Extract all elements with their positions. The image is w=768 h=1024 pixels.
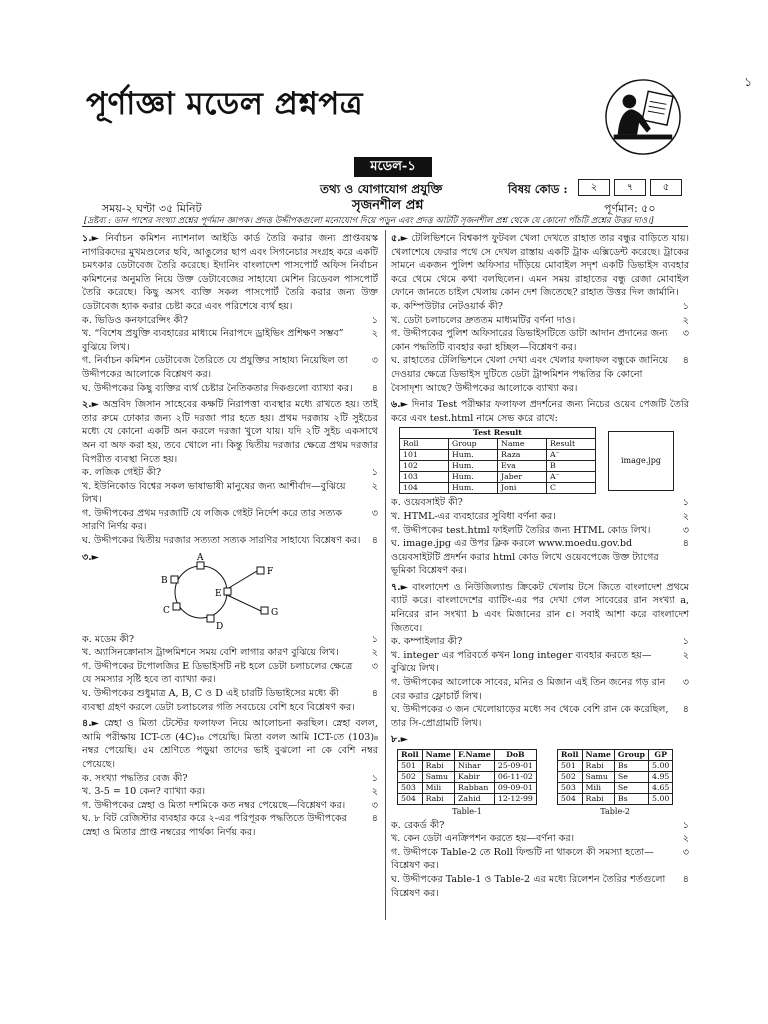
- question-part: গ. উদ্দীপকে Table-2 তে Roll ফিল্ডটি না থাকলে কী সমস্যা হতো— বিশ্লেষণ কর। ৩: [391, 846, 689, 872]
- table-row: 104 Hum. Joni C: [400, 483, 596, 494]
- part-mark: ২: [371, 480, 378, 492]
- part-mark: ৪: [371, 382, 378, 394]
- column-header: Group: [449, 439, 498, 450]
- question-3: ৩. ► A B C D E F G ক. মডেম কী? ১ খ. অ্যাসিনক্রোনাস ট্রান্সমিশনে সময় বেশি লাগার কারণ বুঝিয়ে লিখ। ২ গ. উদ্দীপকের টপোলজির E ডিভাইসটি নষ্ট হলে ডেটা চলাচলের ক্ষেত্রে যে সমস্যার সৃষ্টি হবে তা ব্যাখ্যা কর। ৩ ঘ. উদ্দীপকের শুধুমাত্র A, B, C ও D এই চারটি ডিভাইসের মধ্যে কী ব্যবস্থা গ্রহণ করলে ডেটা চলাচলের গতি সবচেয়ে বেশি হবে বিশ্লেষণ কর। ৪: [82, 551, 378, 713]
- question-part: ক. কম্পিউটার নেটওয়ার্ক কী? ১: [391, 300, 689, 312]
- table-row: 503 Mili Rabban 09-09-01: [398, 783, 537, 794]
- section-title: সৃজনশীল প্রশ্ন: [352, 198, 424, 213]
- table-row: 101 Hum. Raza A⁻: [400, 450, 596, 461]
- table-row: 502 Samu Se 4.95: [557, 772, 672, 783]
- part-mark: ১: [682, 300, 689, 312]
- image-label: image.jpg: [620, 456, 662, 466]
- question-part: খ. HTML-এর ব্যবহারের সুবিধা বর্ণনা কর। ২: [391, 510, 689, 522]
- part-mark: ১: [371, 772, 378, 784]
- question-part: ক. লজিক গেইট কী? ১: [82, 467, 378, 479]
- question-part: ক. রেকর্ড কী? ১: [391, 819, 689, 831]
- part-mark: ১: [682, 497, 689, 509]
- part-mark: ৪: [682, 873, 689, 885]
- question-part: খ. ইউনিকোড বিশ্বের সকল ভাষাভাষী মানুষের জন্য আশীর্বাদ—বুঝিয়ে লিখ। ২: [82, 480, 378, 506]
- node-label: A: [196, 552, 204, 563]
- question-number: ৪.: [82, 718, 92, 730]
- question-part: ঘ. ৮ বিট রেজিস্টার ব্যবহার করে ২-এর পরিপূরক পদ্ধতিতে উদ্দীপকের স্নেহা ও মিতার প্রাপ্ত নম্বরের পার্থক্য নির্ণয় কর। ৪: [82, 813, 378, 838]
- subject-code-boxes: [578, 179, 686, 196]
- part-mark: ৩: [371, 660, 378, 672]
- column-header: Roll: [400, 439, 449, 450]
- column-header: Roll: [557, 750, 582, 761]
- node-label: G: [270, 607, 279, 618]
- question-stem: নির্বাচন কমিশন ন্যাশনাল আইডি কার্ড তৈরি করার জন্য প্রাপ্তবয়স্ক নাগরিকদের মুখমণ্ডলের ছবি, আঙুলের ছাপ এবং সিগনেচার সংগ্রহ করে একটি চমৎকার ডেটাবেজ তৈরি করেছে। ইদানিং বাংলাদেশ পাসপোর্ট অফিস নির্বাচন কমিশনের অনুমতি নিয়ে উক্ত ডেটাবেজের সাহায্যে মেশিন রিডেবল পাসপোর্ট তৈরি করেছে। কিছু অসৎ ব্যক্তি সকল পাসপোর্ট তৈরি করার জন্য উক্ত ডেটাবেজ হ্যাক করার চেষ্টা করে এবং পরিশেষে ব্যর্থ হয়।: [82, 233, 379, 312]
- test-result-table: [399, 427, 596, 494]
- question-number: ৮.: [391, 734, 401, 746]
- column-header: Name: [422, 750, 454, 761]
- question-part: গ. উদ্দীপকের টপোলজির E ডিভাইসটি নষ্ট হলে ডেটা চলাচলের ক্ষেত্রে যে সমস্যার সৃষ্টি হবে তা ব্যাখ্যা কর। ৩: [82, 660, 378, 686]
- part-mark: ৪: [371, 813, 378, 825]
- part-mark: ৩: [682, 524, 689, 536]
- part-mark: ১: [682, 636, 689, 648]
- part-mark: ৪: [682, 538, 689, 550]
- node-label: D: [215, 621, 224, 632]
- instructions: [দ্রষ্টব্য : ডান পাশের সংখ্যা প্রশ্নের পূর্ণমান জ্ঞাপক। প্রদত্ত উদ্দীপকগুলো মনোযোগ দিয়ে পড়ুন এবং প্রদত্ত আটটি সৃজনশীল প্রশ্ন থেকে যে কোনো পাঁচটি প্রশ্নের উত্তর দাও।]: [84, 216, 654, 226]
- question-part: ঘ. উদ্দীপকের শুধুমাত্র A, B, C ও D এই চারটি ডিভাইসের মধ্যে কী ব্যবস্থা গ্রহণ করলে ডেটা চলাচলের গতি সবচেয়ে বেশি হবে বিশ্লেষণ কর। ৪: [82, 688, 378, 713]
- column-header: Name: [498, 439, 547, 450]
- question-part: ঘ. উদ্দীপকের দ্বিতীয় দরজার সত্যতা সত্যক সারণির সাহায্যে বিশ্লেষণ কর। ৪: [82, 535, 378, 547]
- node-label: F: [266, 566, 274, 577]
- question-2: ২.► অভ্রবিদ জিসান সাহেবের কক্ষটি নিরাপত্তা ব্যবস্থার মধ্যে রাখতে হয়। তাই তার রুমে ঢোকার জন্য ২টি দরজা পার হতে হয়। প্রথম দরজায় ২টি সুইচের মধ্যে যে কোনো একটি অন করলে দরজা খুলে যায়। যদি ২টি সুইচ একসাথে অন বা অফ করা হয়, তবে খোলে না। কিন্তু দ্বিতীয় দরজার ক্ষেত্রে প্রথম দরজার বিপরীত ব্যবস্থা নিতে হয়। ক. লজিক গেইট কী? ১ খ. ইউনিকোড বিশ্বের সকল ভাষাভাষী মানুষের জন্য আশীর্বাদ—বুঝিয়ে লিখ। ২ গ. উদ্দীপকের প্রথম দরজাটি যে লজিক গেইট নির্দেশ করে তার সত্যক সারণি নির্ণয় কর। ৩ ঘ. উদ্দীপকের দ্বিতীয় দরজার সত্যতা সত্যক সারণির সাহায্যে বিশ্লেষণ কর। ৪: [82, 399, 379, 547]
- question-part: ক. ভিডিও কনফারেন্সিং কী? ১: [82, 314, 378, 326]
- question-number: ১.: [82, 233, 92, 244]
- question-stem: টেলিভিশনে বিশ্বকাপ ফুটবল খেলা দেখতে রাহাত তার বন্ধুর বাড়িতে যায়। খেলাশেষে ফেরার পথে সে দেখল রাস্তায় একটি ট্রাক এক্সিডেন্ট করেছে। ট্রাকের সামনে একজন পুলিশ অফিসার দাঁড়িয়ে মোবাইল সদৃশ একটি ডিভাইস ব্যবহার করে থেমে থেমে কথা বলছিলেন। এমন সময় রাহাতের বন্ধু রেজা মোবাইল ফোনে জানতে চাইল খেলায় কোন দেশ জিতেছে? রাহাত উত্তর দিল জার্মানি।: [391, 233, 689, 299]
- question-part: ঘ. উদ্দীপকের Table-1 ও Table-2 এর মধ্যে রিলেশন তৈরির শর্তগুলো বিশ্লেষণ কর। ৪: [391, 873, 689, 899]
- full-marks: পূর্ণমান: ৫০: [604, 202, 656, 215]
- question-8: ৮.► Roll Name F.Name DoB 501 Rabi Nihar 25-09-01 502 Samu Kabir 06-11-02 503 Mili Rabban 09-09-01 504 Rabi Zahid 12-12-99 Table-1 Roll Name Group GP 501 Rabi Bs 5.00 502 Samu Se 4.95 503 Mili Se 4.65 504 Rabi Bs 5.00 Table-2 ক. রেকর্ড কী? ১ খ. কেন ডেটা এনক্রিপশন করতে হয়—বর্ণনা কর। ২ গ. উদ্দীপকে Table-2 তে Roll ফিল্ডটি না থাকলে কী সমস্যা হতো— বিশ্লেষণ কর। ৩ ঘ. উদ্দীপকের Table-1 ও Table-2 এর মধ্যে রিলেশন তৈরির শর্তগুলো বিশ্লেষণ কর। ৪: [391, 734, 689, 899]
- part-mark: ২: [682, 649, 689, 661]
- question-part: গ. উদ্দীপকের স্নেহা ও মিতা দশমিকে কত নম্বর পেয়েছে—বিশ্লেষণ কর। ৩: [82, 799, 378, 811]
- table-1: [397, 749, 537, 805]
- part-mark: ২: [371, 647, 378, 659]
- node-label: E: [214, 588, 222, 599]
- question-part: খ. ডেটা চলাচলের দ্রুততম মাধ্যমটির বর্ণনা দাও। ২: [391, 314, 689, 326]
- part-mark: ৩: [371, 799, 378, 811]
- part-mark: ৪: [682, 355, 689, 367]
- column-header: Name: [582, 750, 614, 761]
- table-row: 501 Rabi Bs 5.00: [557, 761, 672, 772]
- question-part: খ. অ্যাসিনক্রোনাস ট্রান্সমিশনে সময় বেশি লাগার কারণ বুঝিয়ে লিখ। ২: [82, 647, 378, 659]
- question-number: ২.: [82, 399, 92, 411]
- question-number: ৫.: [391, 233, 401, 244]
- question-1: ১.► নির্বাচন কমিশন ন্যাশনাল আইডি কার্ড তৈরি করার জন্য প্রাপ্তবয়স্ক নাগরিকদের মুখমণ্ডলের ছবি, আঙুলের ছাপ এবং সিগনেচার সংগ্রহ করে একটি চমৎকার ডেটাবেজ তৈরি করেছে। ইদানিং বাংলাদেশ পাসপোর্ট অফিস নির্বাচন কমিশনের অনুমতি নিয়ে উক্ত ডেটাবেজের সাহায্যে মেশিন রিডেবল পাসপোর্ট তৈরি করেছে। কিছু অসৎ ব্যক্তি সকল পাসপোর্ট তৈরি করার জন্য উক্ত ডেটাবেজ হ্যাক করার চেষ্টা করে এবং পরিশেষে ব্যর্থ হয়। ক. ভিডিও কনফারেন্সিং কী? ১ খ. “বিশেষ প্রযুক্তি ব্যবহারের মাধ্যমে নিরাপদে ড্রাইভিং প্রশিক্ষণ সম্ভব” বুঝিয়ে লিখ। ২ গ. নির্বাচন কমিশন ডেটাবেজ তৈরিতে যে প্রযুক্তির সাহায্য নিয়েছিল তা উদ্দীপকের আলোকে বিশ্লেষণ কর। ৩ ঘ. উদ্দীপকের কিছু ব্যক্তির ব্যর্থ চেষ্টার নৈতিকতার দিকগুলো ব্যাখ্যা কর। ৪: [82, 233, 379, 394]
- image-placeholder: [608, 431, 674, 491]
- question-stem: দিনার Test পরীক্ষার ফলাফল প্রদর্শনের জন্য নিচের ওয়েব পেজটি তৈরি করে এবং test.html নামে সেভ করে রাখে:: [391, 399, 689, 424]
- question-part: গ. উদ্দীপকের প্রথম দরজাটি যে লজিক গেইট নির্দেশ করে তার সত্যক সারণি নির্ণয় কর। ৩: [82, 507, 378, 533]
- column-divider: [385, 230, 386, 920]
- question-part: ক. কম্পাইলার কী? ১: [391, 636, 689, 648]
- part-mark: ১: [682, 819, 689, 831]
- question-part: খ. integer এর পরিবর্তে কখন long integer ব্যবহার করতে হয়—বুঝিয়ে লিখ। ২: [391, 649, 689, 675]
- column-header: Roll: [398, 750, 423, 761]
- student-writing-logo-icon: [604, 78, 682, 156]
- subject-code-digit: ৭: [614, 179, 646, 196]
- table-row: 102 Hum. Eva B: [400, 461, 596, 472]
- part-mark: ৩: [371, 507, 378, 519]
- part-mark: ৩: [682, 328, 689, 340]
- node-label: C: [162, 605, 170, 616]
- part-mark: ১: [371, 314, 378, 326]
- table-caption: Table-2: [600, 807, 630, 816]
- subject-code-digit: ৫: [650, 179, 682, 196]
- question-part: গ. উদ্দীপকের test.html ফাইলটি তৈরির জন্য HTML কোড লিখ। ৩: [391, 524, 689, 536]
- part-mark: ৪: [371, 535, 378, 547]
- table-row: 504 Rabi Zahid 12-12-99: [398, 794, 537, 805]
- question-part: গ. উদ্দীপকের আলোকে সাবের, মনির ও মিজান এই তিন জনের গড় রান বের করার ফ্লোচার্ট লিখ। ৩: [391, 677, 689, 702]
- column-header: GP: [649, 750, 673, 761]
- question-part: ক. সংখ্যা পদ্ধতির বেজ কী? ১: [82, 772, 378, 784]
- relation-tables: [397, 749, 689, 819]
- part-mark: ২: [371, 328, 378, 340]
- header-divider: [82, 226, 688, 227]
- question-part: গ. উদ্দীপকের পুলিশ অফিসারের ডিভাইসটিতে ডাটা আদান প্রদানের জন্য কোন পদ্ধতিটি ব্যবহার করা হচ্ছিল—বিশ্লেষণ কর। ৩: [391, 328, 689, 353]
- part-mark: ৩: [371, 355, 378, 367]
- right-column: [391, 232, 689, 900]
- question-stem: বাংলাদেশ ও নিউজিল্যান্ড ক্রিকেট খেলায় টসে জিতে বাংলাদেশ প্রথমে ব্যাট করে। বাংলাদেশের ব্যাটিং-এর পর দেখা গেল সাবেরের রান সংখ্যা a, মনিরের রান সংখ্যা b এবং মিজানের রান c। সবাই আশা করে বাংলাদেশ জিতবে।: [391, 581, 689, 634]
- part-mark: ৪: [371, 688, 378, 700]
- column-header: DoB: [494, 750, 536, 761]
- question-stem: স্নেহা ও মিতা টেস্টের ফলাফল নিয়ে আলোচনা করছিল। স্নেহা বলল, আমি পরীক্ষায় ICT-তে (4C)₁₆ পেয়েছি। মিতা বলল আমি ICT-তে (103)₈ নম্বর পেয়েছি। ৫ম শ্রেণিতে পড়ুয়া তাদের ভাই বুঝলো না কে বেশি নম্বর পেয়েছে।: [82, 718, 379, 770]
- part-mark: ২: [682, 833, 689, 845]
- question-part: খ. কেন ডেটা এনক্রিপশন করতে হয়—বর্ণনা কর। ২: [391, 833, 689, 845]
- part-mark: ১: [371, 633, 378, 645]
- table-row: 504 Rabi Bs 5.00: [557, 794, 672, 805]
- network-topology-diagram: [121, 551, 321, 633]
- question-number: ৭.: [391, 581, 401, 593]
- column-header: Group: [614, 750, 648, 761]
- column-header: F.Name: [455, 750, 495, 761]
- part-mark: ৩: [682, 846, 689, 858]
- question-part: ক. মডেম কী? ১: [82, 633, 378, 645]
- part-mark: ৪: [682, 704, 689, 716]
- question-5: ৫.► টেলিভিশনে বিশ্বকাপ ফুটবল খেলা দেখতে রাহাত তার বন্ধুর বাড়িতে যায়। খেলাশেষে ফেরার পথে সে দেখল রাস্তায় একটি ট্রাক এক্সিডেন্ট করেছে। ট্রাকের সামনে একজন পুলিশ অফিসার দাঁড়িয়ে মোবাইল সদৃশ একটি ডিভাইস ব্যবহার করে থেমে থেমে কথা বলছিলেন। এমন সময় রাহাতের বন্ধু রেজা মোবাইল ফোনে জানতে চাইল খেলায় কোন দেশ জিতেছে? রাহাত উত্তর দিল জার্মানি। ক. কম্পিউটার নেটওয়ার্ক কী? ১ খ. ডেটা চলাচলের দ্রুততম মাধ্যমটির বর্ণনা দাও। ২ গ. উদ্দীপকের পুলিশ অফিসারের ডিভাইসটিতে ডাটা আদান প্রদানের জন্য কোন পদ্ধতিটি ব্যবহার করা হচ্ছিল—বিশ্লেষণ কর। ৩ ঘ. রাহাতের টেলিভিশনে খেলা দেখা এবং খেলার ফলাফল বন্ধুকে জানিয়ে দেওয়ার ক্ষেত্রে ডিভাইস দুটিতে ডেটা ট্রান্সমিশন পদ্ধতির কি কোনো বৈসাদৃশ্য আছে? উদ্দীপকের আলোকে ব্যাখ্যা কর। ৪: [391, 233, 689, 394]
- subject-code-digit: ২: [578, 179, 610, 196]
- question-number: ৩.: [82, 551, 92, 563]
- part-mark: ১: [371, 467, 378, 479]
- part-mark: ২: [682, 510, 689, 522]
- model-label: মডেল-১: [354, 157, 432, 177]
- table-row: 502 Samu Kabir 06-11-02: [398, 772, 537, 783]
- question-part: ঘ. উদ্দীপকের ৩ জন খেলোয়াড়ের মধ্যে সব থেকে বেশি রান কে করেছিল, তার সি-প্রোগ্রামটি লিখ। ৪: [391, 704, 689, 729]
- question-part: গ. নির্বাচন কমিশন ডেটাবেজ তৈরিতে যে প্রযুক্তির সাহায্য নিয়েছিল তা উদ্দীপকের আলোকে বিশ্লেষণ কর। ৩: [82, 355, 378, 380]
- table-caption: Test Result: [400, 428, 596, 439]
- question-part: খ. 3-5 = 10 কেন? ব্যাখ্যা কর। ২: [82, 786, 378, 798]
- question-6: ৬.► দিনার Test পরীক্ষার ফলাফল প্রদর্শনের জন্য নিচের ওয়েব পেজটি তৈরি করে এবং test.html নামে সেভ করে রাখে: Test Result Roll Group Name Result 101 Hum. Raza A⁻ 102 Hum. Eva B 103 Hum. Jaber A⁻ 104 Hum. Joni C image.jpg ক. ওয়েবসাইট কী? ১ খ. HTML-এর ব্যবহারের সুবিধা বর্ণনা কর। ২ গ. উদ্দীপকের test.html ফাইলটি তৈরির জন্য HTML কোড লিখ। ৩ ঘ. image.jpg এর উপর ক্লিক করলে www.moedu.gov.bd ওয়েবসাইটটি প্রদর্শন করার html কোড লিখে ওয়েবপেজে উক্ত ট্যাগের ভূমিকা বিশ্লেষণ কর। ৪: [391, 399, 689, 577]
- table-row: 501 Rabi Nihar 25-09-01: [398, 761, 537, 772]
- table-2: [557, 749, 673, 805]
- part-mark: ২: [371, 786, 378, 798]
- subject-code-label: বিষয় কোড :: [508, 182, 568, 196]
- question-number: ৬.: [391, 399, 401, 411]
- exam-time: সময়-২ ঘণ্টা ৩৫ মিনিট: [102, 202, 202, 215]
- question-part: খ. “বিশেষ প্রযুক্তি ব্যবহারের মাধ্যমে নিরাপদে ড্রাইভিং প্রশিক্ষণ সম্ভব” বুঝিয়ে লিখ। ২: [82, 328, 378, 353]
- question-stem: অভ্রবিদ জিসান সাহেবের কক্ষটি নিরাপত্তা ব্যবস্থার মধ্যে রাখতে হয়। তাই তার রুমে ঢোকার জন্য ২টি দরজা পার হতে হয়। প্রথম দরজায় ২টি সুইচের মধ্যে যে কোনো একটি অন করলে দরজা খুলে যায়। যদি ২টি সুইচ একসাথে অন বা অফ করা হয়, তবে খোলে না। কিন্তু দ্বিতীয় দরজার ক্ষেত্রে প্রথম দরজার বিপরীত ব্যবস্থা নিতে হয়।: [82, 399, 379, 465]
- node-label: B: [160, 575, 168, 586]
- part-mark: ২: [682, 314, 689, 326]
- part-mark: ৩: [682, 677, 689, 689]
- question-part: ঘ. image.jpg এর উপর ক্লিক করলে www.moedu.gov.bd ওয়েবসাইটটি প্রদর্শন করার html কোড লিখে ওয়েবপেজে উক্ত ট্যাগের ভূমিকা বিশ্লেষণ কর। ৪: [391, 538, 689, 577]
- left-column: [82, 232, 378, 840]
- page-title: পূর্ণাজ্ঞা মডেল প্রশ্নপত্র: [86, 86, 364, 122]
- question-part: ক. ওয়েবসাইট কী? ১: [391, 497, 689, 509]
- question-4: ৪.► স্নেহা ও মিতা টেস্টের ফলাফল নিয়ে আলোচনা করছিল। স্নেহা বলল, আমি পরীক্ষায় ICT-তে (4C)₁₆ পেয়েছি। মিতা বলল আমি ICT-তে (103)₈ নম্বর পেয়েছি। ৫ম শ্রেণিতে পড়ুয়া তাদের ভাই বুঝলো না কে বেশি নম্বর পেয়েছে। ক. সংখ্যা পদ্ধতির বেজ কী? ১ খ. 3-5 = 10 কেন? ব্যাখ্যা কর। ২ গ. উদ্দীপকের স্নেহা ও মিতা দশমিকে কত নম্বর পেয়েছে—বিশ্লেষণ কর। ৩ ঘ. ৮ বিট রেজিস্টার ব্যবহার করে ২-এর পরিপূরক পদ্ধতিতে উদ্দীপকের স্নেহা ও মিতার প্রাপ্ত নম্বরের পার্থক্য নির্ণয় কর। ৪: [82, 718, 379, 838]
- question-7: ৭.► বাংলাদেশ ও নিউজিল্যান্ড ক্রিকেট খেলায় টসে জিতে বাংলাদেশ প্রথমে ব্যাট করে। বাংলাদেশের ব্যাটিং-এর পর দেখা গেল সাবেরের রান সংখ্যা a, মনিরের রান সংখ্যা b এবং মিজানের রান c। সবাই আশা করে বাংলাদেশ জিতবে। ক. কম্পাইলার কী? ১ খ. integer এর পরিবর্তে কখন long integer ব্যবহার করতে হয়—বুঝিয়ে লিখ। ২ গ. উদ্দীপকের আলোকে সাবের, মনির ও মিজান এই তিন জনের গড় রান বের করার ফ্লোচার্ট লিখ। ৩ ঘ. উদ্দীপকের ৩ জন খেলোয়াড়ের মধ্যে সব থেকে বেশি রান কে করেছিল, তার সি-প্রোগ্রামটি লিখ। ৪: [391, 581, 689, 729]
- table-caption: Table-1: [452, 807, 482, 816]
- question-part: ঘ. উদ্দীপকের কিছু ব্যক্তির ব্যর্থ চেষ্টার নৈতিকতার দিকগুলো ব্যাখ্যা কর। ৪: [82, 382, 378, 394]
- table-row: 503 Mili Se 4.65: [557, 783, 672, 794]
- subject-name: তথ্য ও যোগাযোগ প্রযুক্তি: [320, 182, 443, 196]
- question-part: ঘ. রাহাতের টেলিভিশনে খেলা দেখা এবং খেলার ফলাফল বন্ধুকে জানিয়ে দেওয়ার ক্ষেত্রে ডিভাইস দুটিতে ডেটা ট্রান্সমিশন পদ্ধতির কি কোনো বৈসাদৃশ্য আছে? উদ্দীপকের আলোকে ব্যাখ্যা কর। ৪: [391, 355, 689, 394]
- column-header: Result: [547, 439, 596, 450]
- table-row: 103 Hum. Jaber A⁻: [400, 472, 596, 483]
- page-number: ১: [744, 75, 752, 89]
